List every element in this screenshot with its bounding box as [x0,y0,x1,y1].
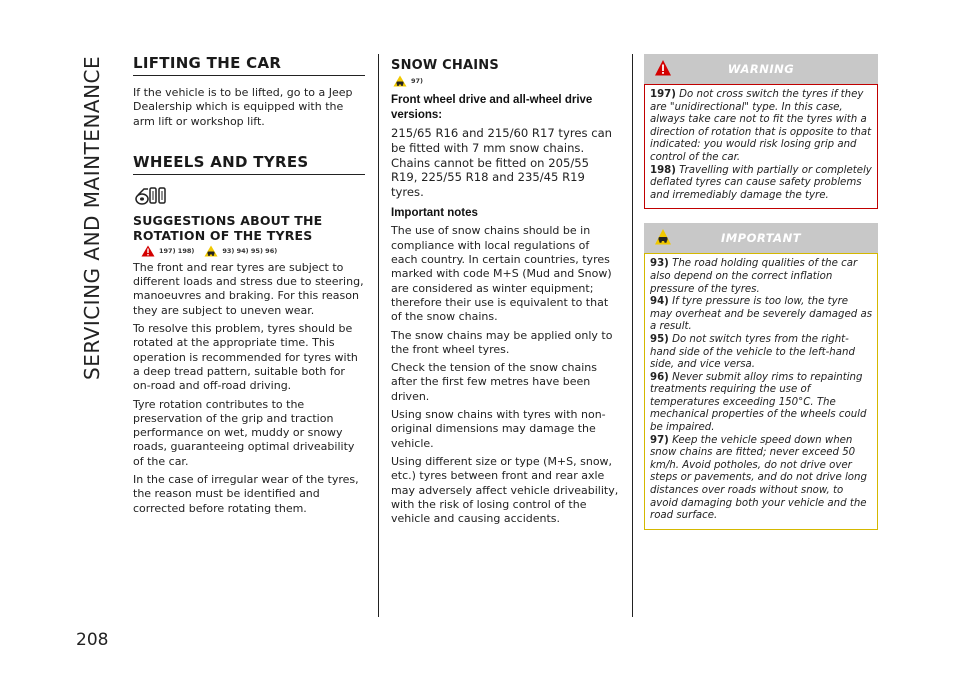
rotation-paragraph: Tyre rotation contributes to the preservation of the grip and traction performance on wet, muddy or snowy roads, guaranteeing optimal driveability of the car. [133,397,355,468]
important-note: 94) If tyre pressure is too low, the tyre may overheat and be severely damaged as a result. [650,296,873,333]
important-box-header [644,223,878,253]
column-1 [133,54,365,520]
warning-box-body [644,84,878,209]
chapter-side-title [80,55,120,380]
snow-paragraph: Using snow chains with tyres with non-original dimensions may damage the vehicle. [391,408,606,450]
important-triangle-icon [393,75,407,87]
snow-paragraph: The use of snow chains should be in compliance with local regulations of each country. In certain countries, tyres marked with code M+S (Mud and Snow) are considered as winter equipment; therefore their use is equivalent to that of the snow chains. [391,224,612,324]
rotation-paragraph: In the case of irregular wear of the tyres, the reason must be identified and corrected before rotating them. [133,473,359,515]
column-2 [391,54,619,530]
snow-chains-title: SNOW CHAINS [391,58,499,73]
important-box-body [644,253,878,529]
warning-box-header [644,54,878,84]
column-divider [632,54,633,617]
lifting-section-title: LIFTING THE CAR [133,54,365,76]
rotation-references [141,245,365,257]
rotation-paragraph: To resolve this problem, tyres should be rotated at the appropriate time. This operation is recommended for tyres with a deep tread pattern, suitable both for on-road and off-road driving. [133,322,358,393]
column-divider [378,54,379,617]
important-notes-heading: Important notes [391,206,478,219]
rotation-subtitle: SUGGESTIONS ABOUT THE ROTATION OF THE TYRES [133,212,323,243]
wheel-tyre-icon [134,185,168,205]
important-note: 95) Do not switch tyres from the right-hand side of the vehicle to the left-hand side, and vice versa. [650,333,855,371]
column-3 [644,54,878,530]
important-note: 93) The road holding qualities of the car also depend on the correct inflation pressure of the tyres. [650,258,858,295]
warning-note: 198) Travelling with partially or completely deflated tyres can cause safety problems and irremediably damage the tyre. [650,164,872,201]
snow-paragraph: Using different size or type (M+S, snow, etc.) tyres between front and rear axle may adversely affect vehicle driveability, with the risk of losing control of the vehicle and causing accidents. [391,454,619,526]
important-note: 97) Keep the vehicle speed down when snow chains are fitted; never exceed 50 km/h. Avoid potholes, do not drive over steps or pavements, and do not drive long distances over roads without snow, to avoid damaging both your vehicle and the road surface. [650,434,867,522]
snow-chains-references [393,75,619,87]
chapter-title-text: SERVICING AND MAINTENANCE [80,55,104,380]
warning-note: 197) Do not cross switch the tyres if they are "unidirectional" type. In this case, always take care not to fit the tyres with a direction of rotation that is opposite to that indicated: you would risk losing grip and control of the car. [650,89,872,163]
snow-paragraph: Check the tension of the snow chains after the first few metres have been driven. [391,361,598,403]
rotation-paragraph: The front and rear tyres are subject to different loads and stress due to steering, manoeuvres and braking. For this reason they are subject to uneven wear. [133,260,364,317]
important-refs: 93) 94) 95) 96) [222,246,278,255]
snow-ref: 97) [411,77,424,85]
page-number: 208 [76,630,109,650]
important-note: 96) Never submit alloy rims to repainting treatments requiring the use of temperatures exceeding 150°C. The mechanical properties of the wheels could be impaired. [650,371,867,434]
warning-triangle-icon [141,245,155,257]
front-wheel-heading: Front wheel drive and all-wheel drive versions: [391,94,593,121]
warning-title: WARNING [727,62,795,76]
wheels-section-title: WHEELS AND TYRES [133,153,365,175]
snow-paragraph: The snow chains may be applied only to the front wheel tyres. [391,328,613,356]
important-triangle-icon [204,245,218,257]
important-title: IMPORTANT [720,231,802,246]
warning-refs: 197) 198) [159,246,195,255]
lifting-text: If the vehicle is to be lifted, go to a Jeep Dealership which is equipped with the arm lift or workshop lift. [133,86,353,128]
chain-sizes-text: 215/65 R16 and 215/60 R17 tyres can be fitted with 7 mm snow chains. Chains cannot be fitted on 205/55 R19, 225/55 R18 and 235/45 R19 tyres. [391,126,613,200]
